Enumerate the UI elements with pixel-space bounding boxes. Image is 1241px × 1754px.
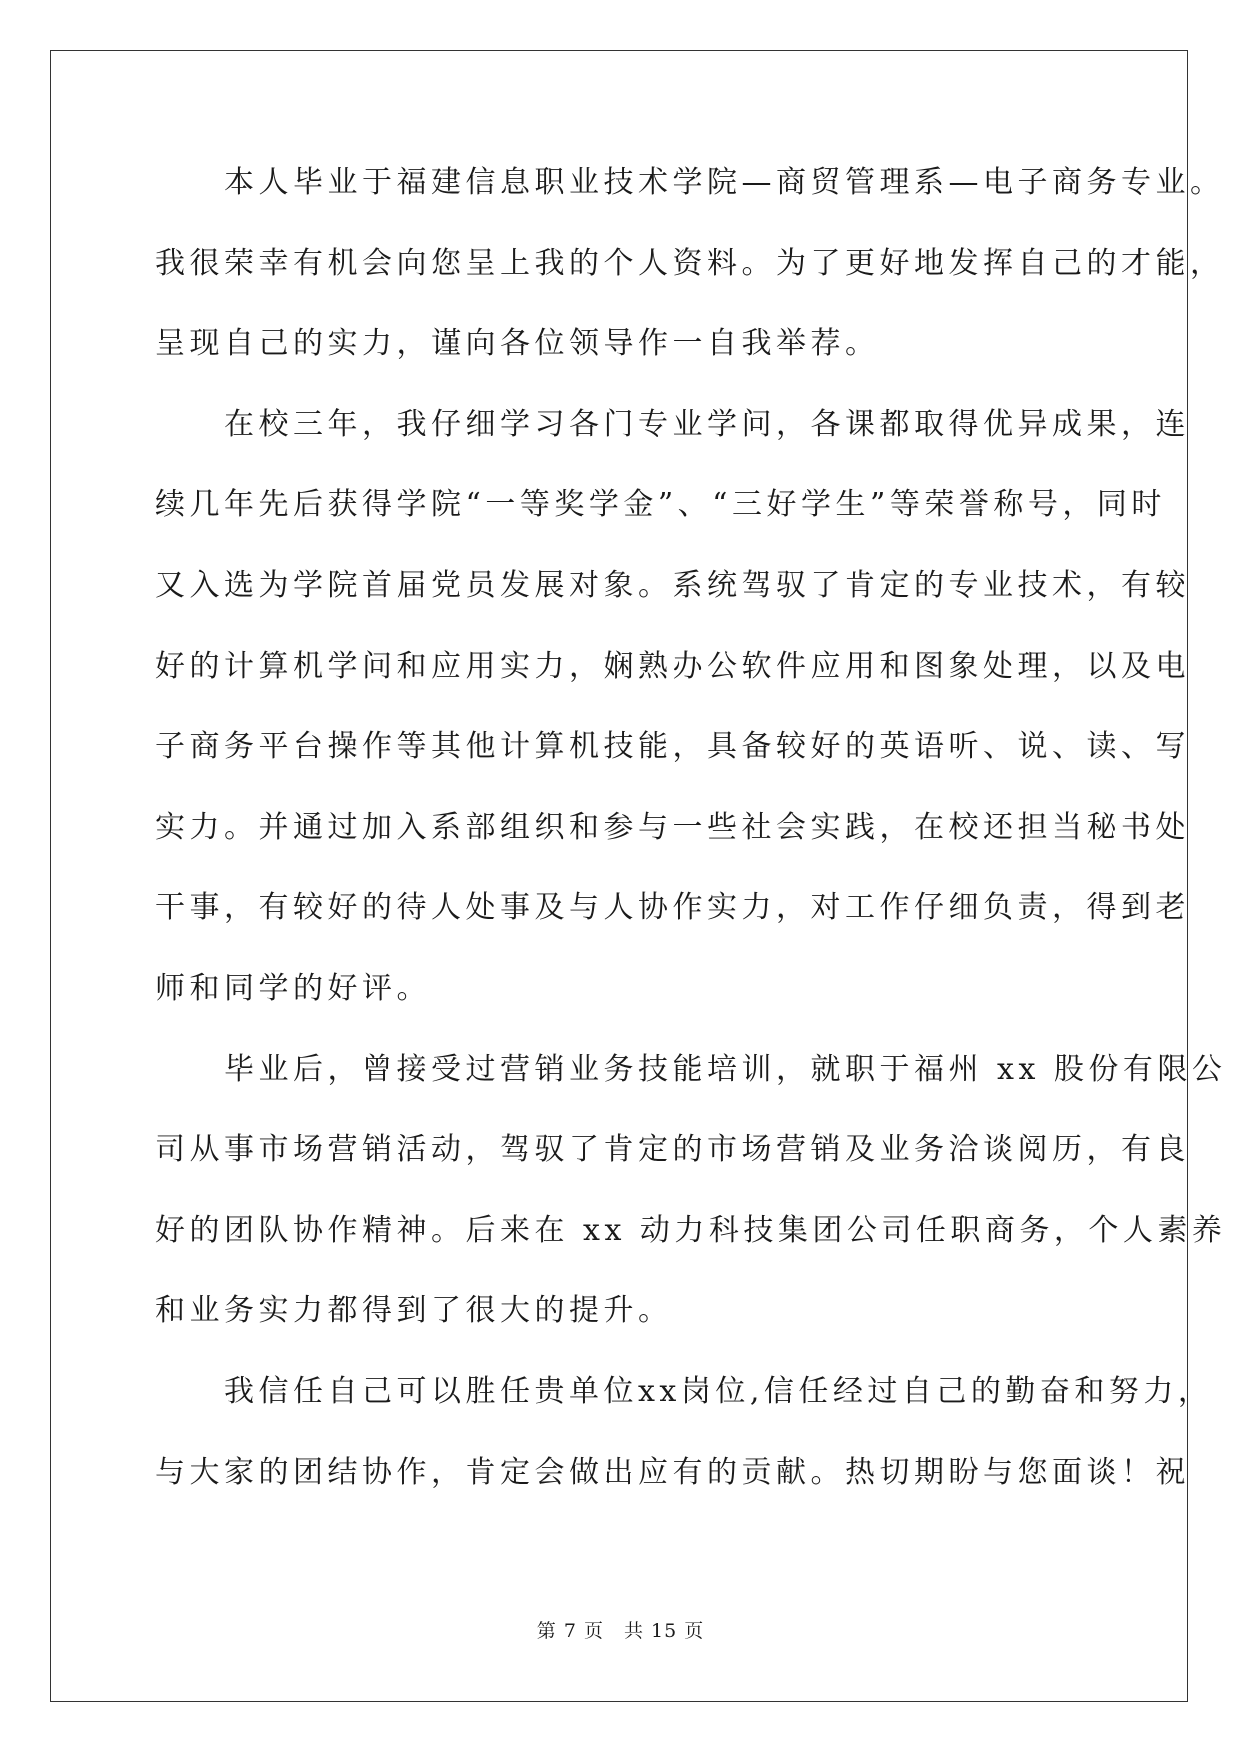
text-line: 在校三年，我仔细学习各门专业学问，各课都取得优异成果，连 <box>155 406 1190 442</box>
text-line: 又入选为学院首届党员发展对象。系统驾驭了肯定的专业技术，有较 <box>155 567 1190 603</box>
text-line: 师和同学的好评。 <box>155 970 431 1006</box>
text-line: 毕业后，曾接受过营销业务技能培训，就职于福州 xx 股份有限公 <box>155 1051 1227 1087</box>
text-line: 实力。并通过加入系部组织和参与一些社会实践，在校还担当秘书处 <box>155 809 1190 845</box>
text-line: 干事，有较好的待人处事及与人协作实力，对工作仔细负责，得到老 <box>155 890 1190 926</box>
text-line: 与大家的团结协作，肯定会做出应有的贡献。热切期盼与您面谈！祝 <box>155 1454 1190 1490</box>
document-body <box>155 165 1227 1536</box>
text-line: 我信任自己可以胜任贵单位xx岗位,信任经过自己的勤奋和努力， <box>155 1373 1213 1409</box>
text-line: 和业务实力都得到了很大的提升。 <box>155 1293 673 1329</box>
text-line: 好的计算机学问和应用实力，娴熟办公软件应用和图象处理，以及电 <box>155 648 1190 684</box>
text-line: 呈现自己的实力，谨向各位领导作一自我举荐。 <box>155 326 880 362</box>
text-line: 司从事市场营销活动，驾驭了肯定的市场营销及业务洽谈阅历，有良 <box>155 1132 1190 1168</box>
text-line: 我很荣幸有机会向您呈上我的个人资料。为了更好地发挥自己的才能， <box>155 245 1225 281</box>
page-number-footer: 第 7 页 共 15 页 <box>536 1620 705 1642</box>
text-line: 本人毕业于福建信息职业技术学院—商贸管理系—电子商务专业。 <box>155 165 1225 200</box>
text-line: 好的团队协作精神。后来在 xx 动力科技集团公司任职商务，个人素养 <box>155 1212 1227 1248</box>
text-line: 续几年先后获得学院“一等奖学金”、“三好学生”等荣誉称号，同时 <box>155 487 1166 523</box>
text-line: 子商务平台操作等其他计算机技能，具备较好的英语听、说、读、写 <box>155 729 1190 765</box>
